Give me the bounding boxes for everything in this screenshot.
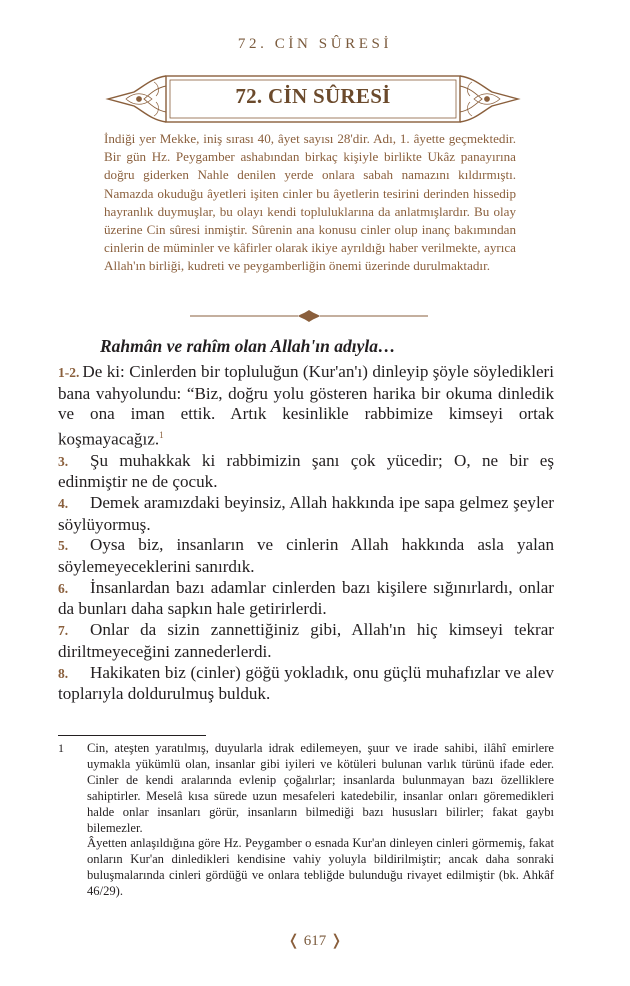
verse-number: 1-2.	[58, 365, 80, 380]
left-ornament-icon: ❬	[287, 933, 300, 949]
verse-text: Oysa biz, insanların ve cinlerin Allah hakkında asla yalan söylemeyeceklerini sanırdık.	[58, 535, 554, 577]
verse-text: Onlar da sizin zannettiğiniz gibi, Allah'ın hiç kimseyi tekrar diriltmeyeceğini zannederlerdi.	[58, 620, 554, 661]
page-number-value: 617	[303, 933, 327, 949]
footnote-paragraph: Âyetten anlaşıldığına göre Hz. Peygamber o esnada Kur'an dinleyen cinleri görmemiş, fakat onların Kur'an dinledikleri kendisine vahiy yoluyla bildirilmiştir; ancak daha sonraki buluşmalarında cinleri gördüğü ve onlara tebliğde bulunduğu rivayet edilmiştir (bk. Ahkâf 46/29).	[87, 836, 554, 899]
verse-text: Demek aramızdaki beyinsiz, Allah hakkında ipe sapa gelmez şeyler söylüyormuş.	[58, 492, 554, 534]
verse-number: 3.	[58, 453, 69, 469]
surah-introduction: İndiği yer Mekke, iniş sırası 40, âyet sayısı 28'dir. Adı, 1. âyette geçmektedir. Bir gün Hz. Peygamber ashabından birkaç kişiyle birlikte Ukâz panayırına doğru giderken Nahle denilen yerde onlara sabah namazını kıldırmıştı. Namazda okuduğu âyetleri işiten cinler bu âyetlerin tesirini derinden hissedip hayranlık duymuşlar, bu olayı kendi topluluklarına da anlatmışlardır. Bu olay üzerine Cin sûresi inmiştir. Sûrenin ana konusu cinler olup inanç bakımından cinlerin de müminler ve kâfirler olarak ikiye ayrıldığı haber verilmekte, ayrıca Allah'ın birliği, kudreti ve peygamberliğin önemi üzerinde durulmaktadır.	[104, 131, 516, 274]
verse-text: Şu muhakkak ki rabbimizin şanı çok yücedir; O, ne bir eş edinmiştir ne de çocuk.	[58, 450, 554, 492]
verse-number: 6.	[58, 580, 69, 596]
footnote-paragraph: Cin, ateşten yaratılmış, duyularla idrak edilemeyen, şuur ve irade sahibi, ilâhî emirlere uymakla yükümlü olan, insanlar gibi iyileri ve kötüleri bulunan varlık türünü ifade eder. Cinler de kendi aralarında evlenip çoğalırlar; insanlarda bulunmayan bazı özelliklere sahiptirler. Meselâ kısa sürede uzun mesafeleri katedebilir, insanlar onları göremedikleri halde onlar insanları görür, insanların bilmediği bazı hususları bilirler; fakat gaybı bilemezler.	[87, 741, 554, 835]
verse-1-2	[58, 362, 554, 451]
verse-number: 4.	[58, 495, 69, 511]
verse-6	[58, 578, 554, 620]
footnote-body	[87, 741, 554, 900]
basmala: Rahmân ve rahîm olan Allah'ın adıyla…	[100, 336, 396, 356]
section-divider	[190, 309, 428, 323]
verse-text: İnsanlardan bazı adamlar cinlerden bazı kişilere sığınırlardı, onlar da bunları daha sapkın hale getirirlerdi.	[58, 577, 554, 619]
verse-number: 7.	[58, 623, 69, 639]
running-head: 72. CİN SÛRESİ	[237, 36, 393, 52]
footnote-reference[interactable]: 1	[159, 430, 164, 441]
verse-number: 8.	[58, 665, 69, 681]
right-ornament-icon: ❭	[330, 933, 343, 949]
verse-4	[58, 493, 554, 535]
verse-text: Hakikaten biz (cinler) göğü yokladık, onu güçlü muhafızlar ve alev toplarıyla doldurulmuş bulduk.	[58, 662, 554, 704]
fleuron-ornament-icon	[190, 309, 428, 323]
page-number	[0, 931, 630, 950]
verse-list	[58, 362, 554, 705]
footnote	[58, 741, 554, 900]
verse-5	[58, 535, 554, 577]
verse-8	[58, 663, 554, 705]
verse-number: 5.	[58, 538, 69, 554]
verse-3	[58, 451, 554, 493]
verse-7	[58, 620, 554, 662]
verse-text: De ki: Cinlerden bir topluluğun (Kur'an'ı) dinleyip şöyle söyledikleri bana vahyolundu: “Biz, doğru yolu gösteren harika bir okuma dinledik ve ona iman ettik. Artık kesinlikle rabbimize kimseyi ortak koşmayacağız.	[58, 362, 554, 449]
footnote-separator	[58, 735, 206, 736]
footnote-number: 1	[58, 741, 64, 755]
surah-title: 72. CİN SÛRESİ	[235, 84, 391, 108]
title-banner	[104, 72, 522, 126]
